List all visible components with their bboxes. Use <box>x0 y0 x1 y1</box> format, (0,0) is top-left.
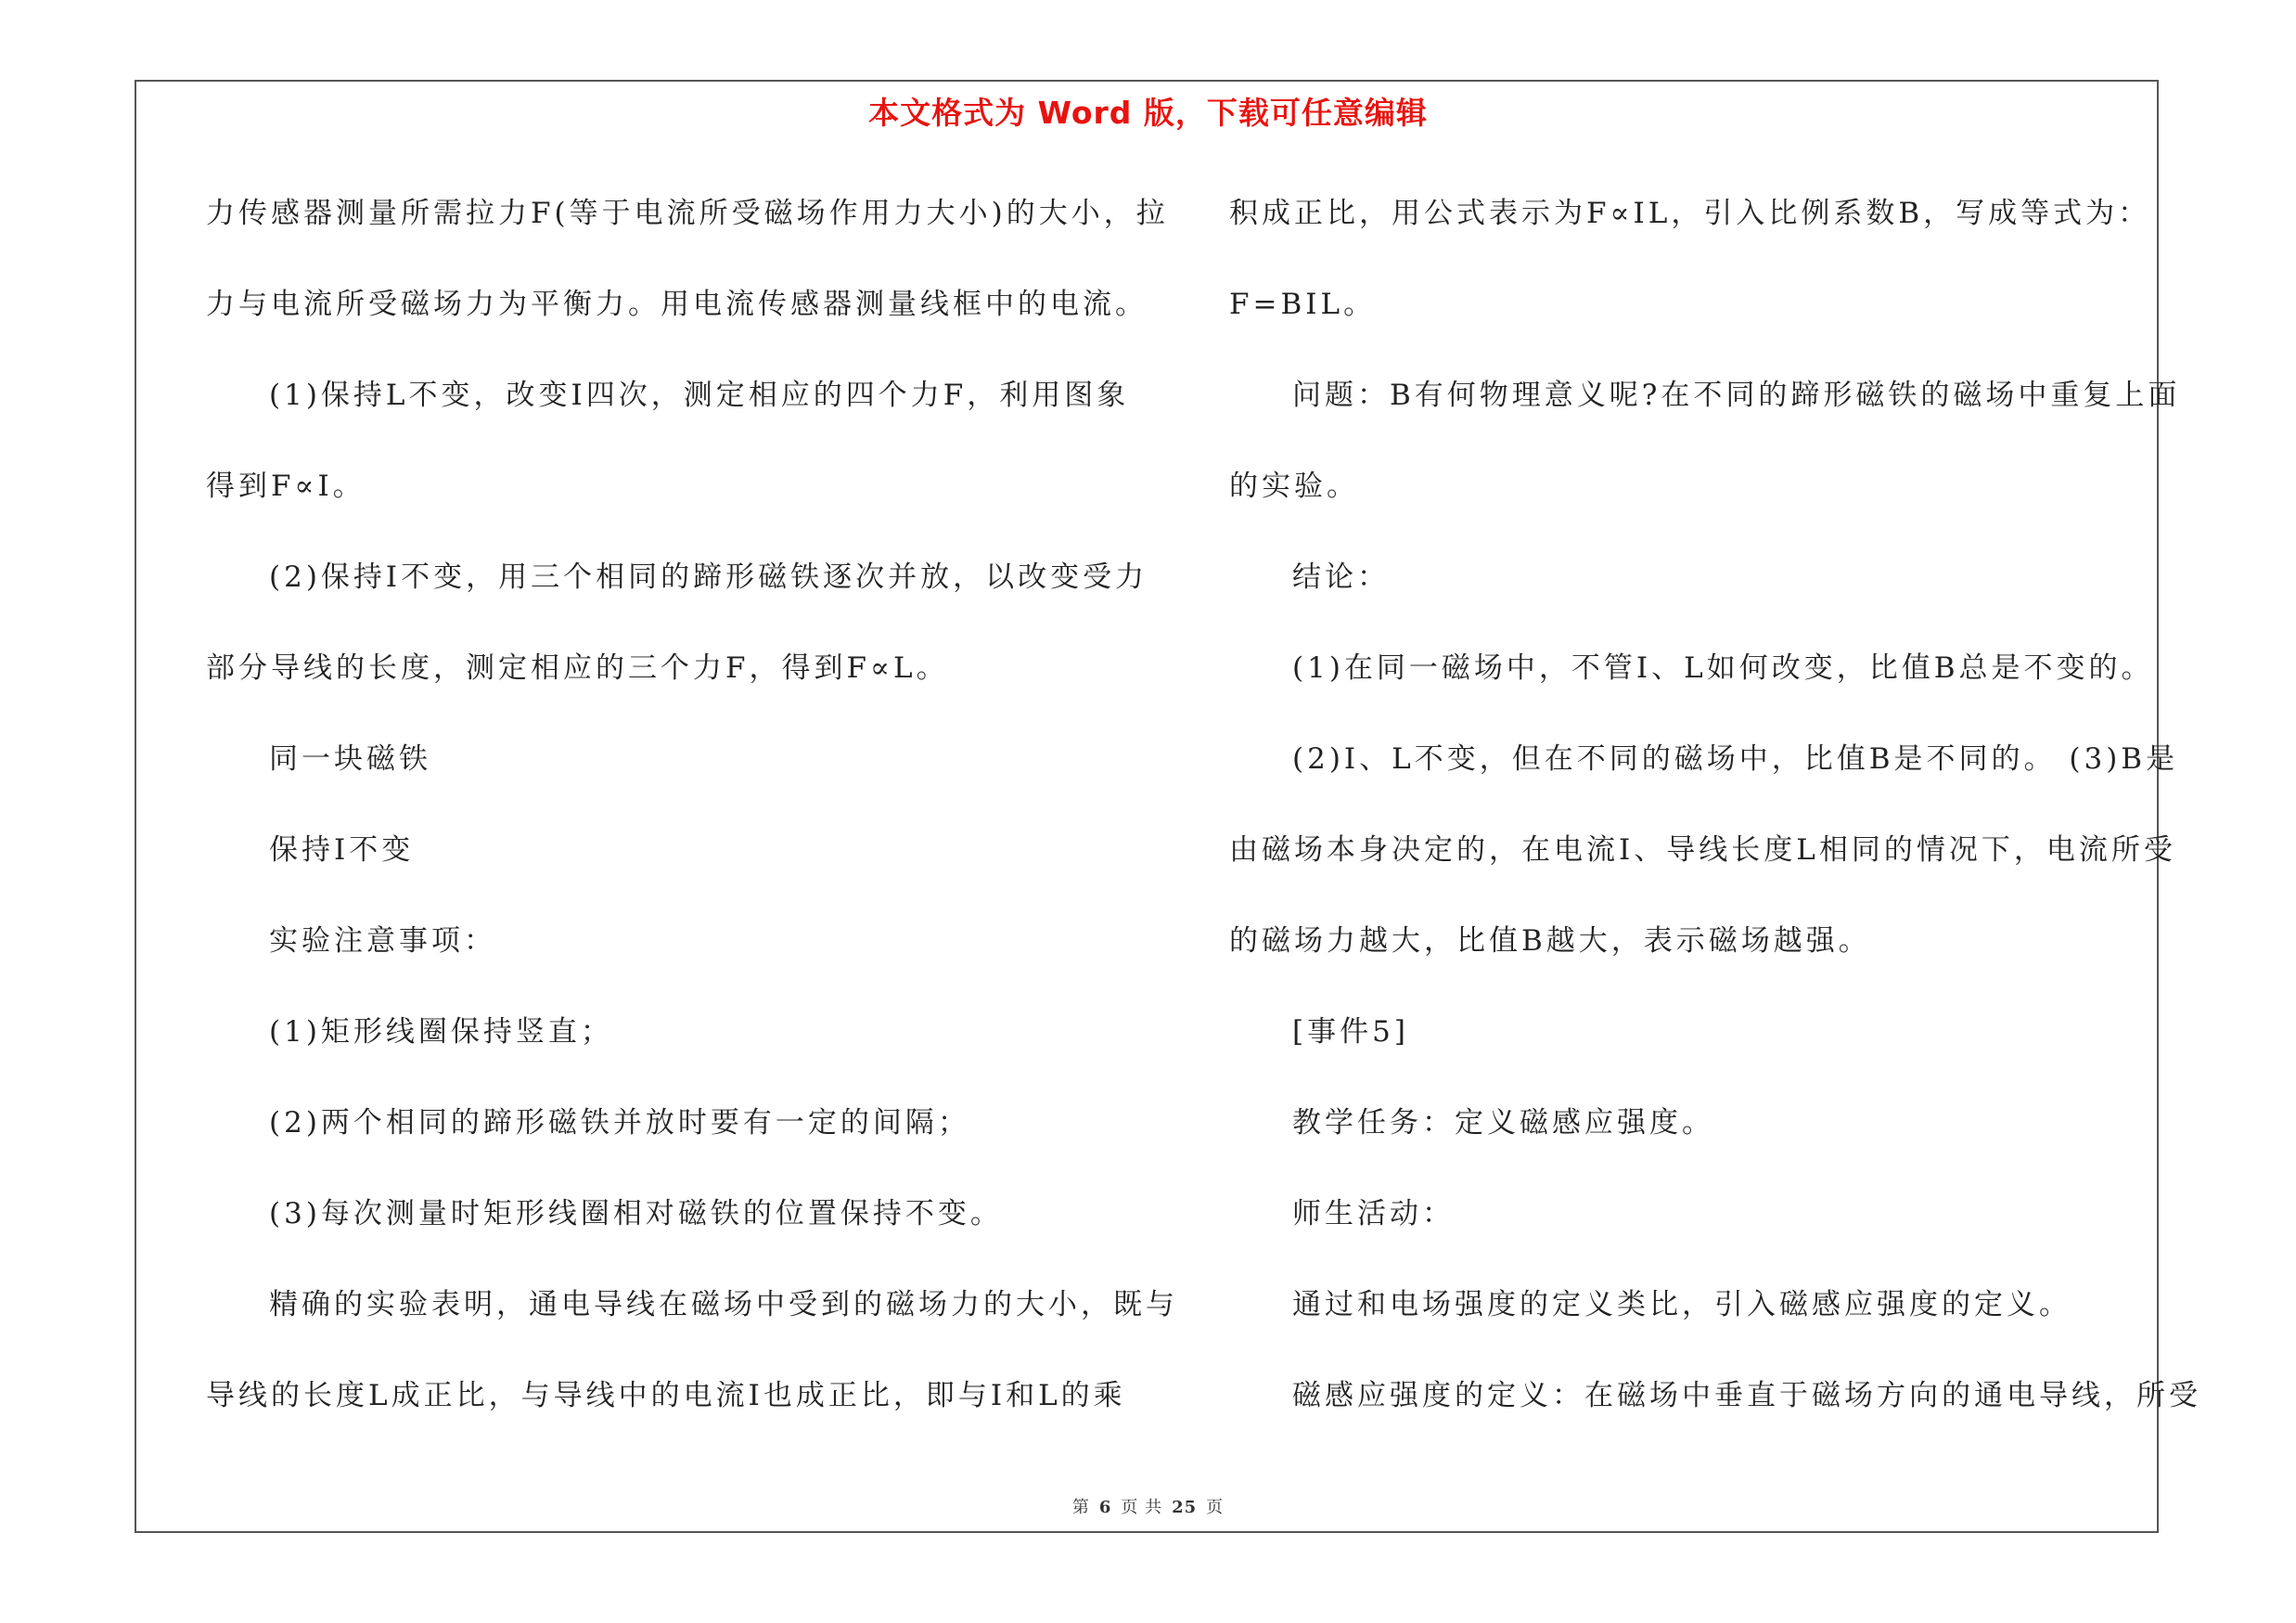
text-line: 精确的实验表明，通电导线在磁场中受到的磁场力的大小，既与 <box>269 1288 1178 1321</box>
text-line: 通过和电场强度的定义类比，引入磁感应强度的定义。 <box>1292 1288 2072 1321</box>
text-line: 实验注意事项： <box>269 924 496 958</box>
word-format-banner: 本文格式为 Word 版，下载可任意编辑 <box>868 95 1428 131</box>
text-line: 积成正比，用公式表示为F∝IL，引入比例系数B，写成等式为： <box>1229 197 2151 230</box>
text-line: (2)两个相同的蹄形磁铁并放时要有一定的间隔； <box>269 1106 970 1140</box>
footer-suffix: 页 <box>1206 1498 1225 1517</box>
page-footer <box>0 1494 2296 1518</box>
text-line: 问题：B有何物理意义呢?在不同的蹄形磁铁的磁场中重复上面 <box>1292 379 2181 412</box>
text-line: 教学任务：定义磁感应强度。 <box>1292 1106 1714 1140</box>
right-text-column <box>1229 181 2201 1454</box>
text-line: 由磁场本身决定的，在电流I、导线长度L相同的情况下，电流所受 <box>1229 833 2176 867</box>
text-line: (3)每次测量时矩形线圈相对磁铁的位置保持不变。 <box>269 1197 1003 1230</box>
text-line: (2)保持I不变，用三个相同的蹄形磁铁逐次并放，以改变受力 <box>269 560 1148 594</box>
total-page-count: 25 <box>1172 1498 1198 1517</box>
text-line: 力与电流所受磁场力为平衡力。用电流传感器测量线框中的电流。 <box>206 288 1148 321</box>
footer-prefix: 第 <box>1071 1498 1090 1517</box>
text-line: 导线的长度L成正比，与导线中的电流I也成正比，即与I和L的乘 <box>206 1379 1126 1412</box>
text-line: (1)在同一磁场中，不管I、L如何改变，比值B总是不变的。 <box>1292 651 2154 685</box>
text-line: 同一块磁铁 <box>269 742 431 776</box>
text-line: (1)保持L不变，改变I四次，测定相应的四个力F，利用图象 <box>269 379 1130 412</box>
text-line: (1)矩形线圈保持竖直； <box>269 1015 613 1049</box>
text-line: 师生活动： <box>1292 1197 1455 1230</box>
text-line: 力传感器测量所需拉力F(等于电流所受磁场作用力大小)的大小，拉 <box>206 197 1169 230</box>
text-line: 得到F∝I。 <box>206 470 366 503</box>
text-line: (2)I、L不变，但在不同的磁场中，比值B是不同的。 (3)B是 <box>1292 742 2179 776</box>
text-line: [事件5] <box>1292 1015 1409 1049</box>
left-text-column <box>206 181 1178 1454</box>
text-line: 结论： <box>1292 560 1390 594</box>
text-line: F=BIL。 <box>1229 288 1377 321</box>
text-line: 部分导线的长度，测定相应的三个力F，得到F∝L。 <box>206 651 949 685</box>
text-line: 磁感应强度的定义：在磁场中垂直于磁场方向的通电导线，所受 <box>1292 1379 2201 1412</box>
text-line: 的磁场力越大，比值B越大，表示磁场越强。 <box>1229 924 1871 958</box>
current-page-number: 6 <box>1098 1498 1112 1517</box>
text-line: 的实验。 <box>1229 470 1359 503</box>
text-line: 保持I不变 <box>269 833 415 867</box>
footer-middle: 页 共 <box>1121 1498 1163 1517</box>
